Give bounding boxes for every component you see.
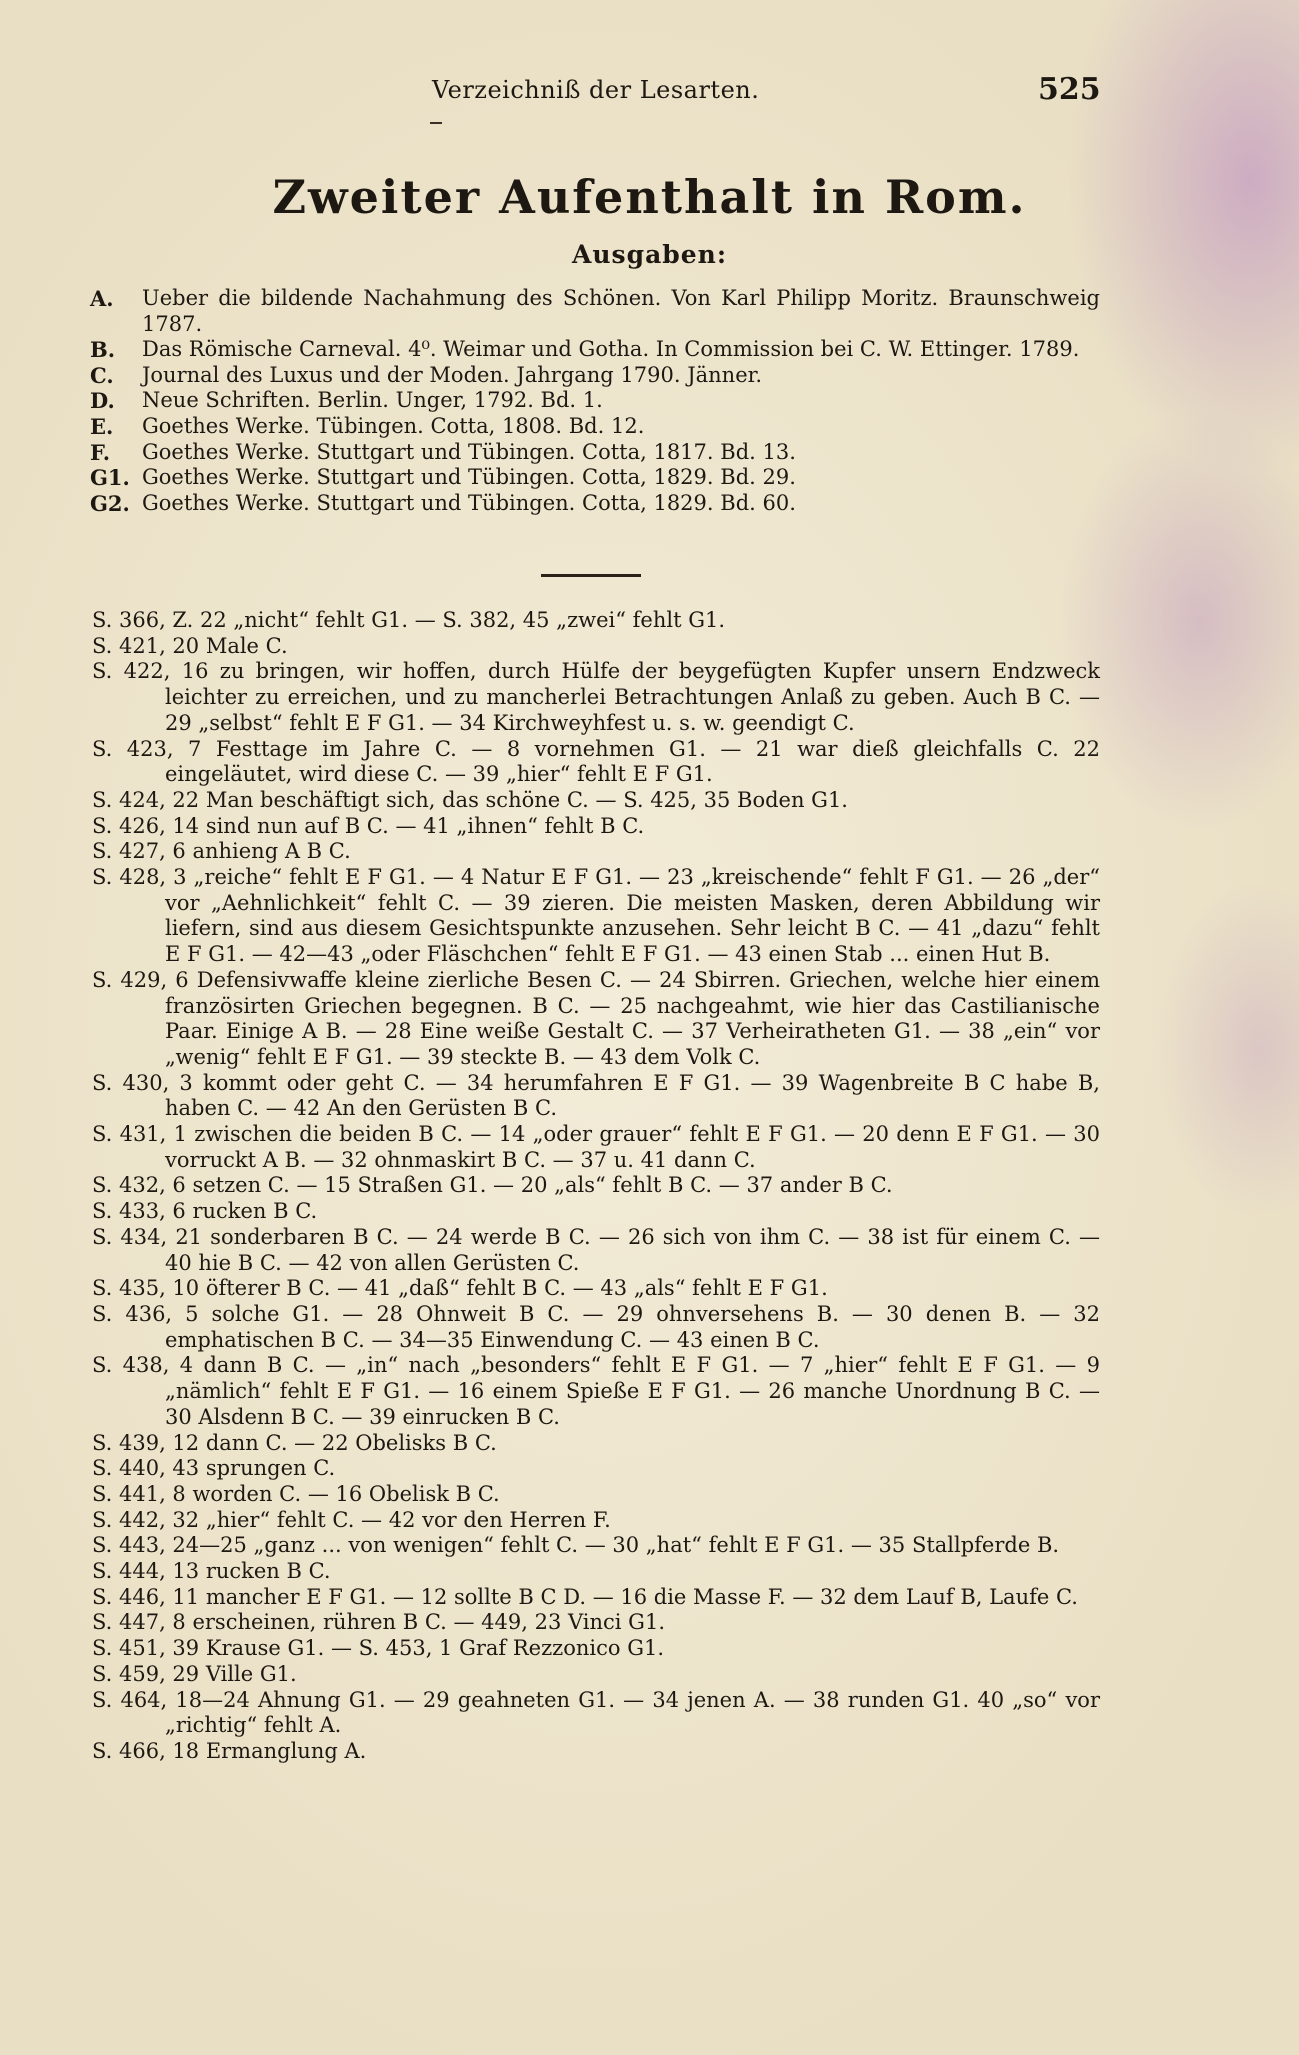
- edition-text: Goethes Werke. Stuttgart und Tübingen. Cotta, 1829. Bd. 29.: [142, 465, 796, 490]
- variant-entry: S. 429, 6 Defensivwaffe kleine zierliche Besen C. — 24 Sbirren. Griechen, welche hier einem französirten Griechen begegnen. B C. — 25 nachgeahmt, wie hier das Castilianische Paar. Einige A B. — 28 Eine weiße Gestalt C. — 37 Verheiratheten G1. — 38 „ein“ vor „wenig“ fehlt E F G1. — 39 steckte B. — 43 dem Volk C.: [92, 967, 1100, 1069]
- variant-entry: S. 427, 6 anhieng A B C.: [92, 839, 351, 864]
- edition-siglum: C.: [90, 362, 114, 388]
- variant-entry: S. 440, 43 sprungen C.: [92, 1456, 336, 1481]
- variant-entry: S. 442, 32 „hier“ fehlt C. — 42 vor den Herren F.: [92, 1507, 611, 1532]
- edition-text: Das Römische Carneval. 4⁰. Weimar und Gotha. In Commission bei C. W. Ettinger. 1789.: [142, 337, 1080, 362]
- variant-entry: S. 435, 10 öfterer B C. — 41 „daß“ fehlt B C. — 43 „als“ fehlt E F G1.: [92, 1276, 828, 1301]
- variant-entry: S. 459, 29 Ville G1.: [92, 1661, 297, 1686]
- variant-entry: S. 426, 14 sind nun auf B C. — 41 „ihnen“ fehlt B C.: [92, 813, 645, 838]
- edition-entry: [90, 465, 1100, 491]
- edition-siglum: E.: [90, 413, 114, 439]
- print-mark: [430, 122, 442, 124]
- variant-entry: S. 436, 5 solche G1. — 28 Ohnweit B C. — 29 ohnversehens B. — 30 denen B. — 32 emphatischen B C. — 34—35 Einwendung C. — 43 einen B C.: [92, 1301, 1100, 1352]
- edition-siglum: A.: [90, 286, 114, 311]
- edition-text: Neue Schriften. Berlin. Unger, 1792. Bd. 1.: [142, 388, 603, 413]
- edition-entry: [90, 286, 1100, 337]
- variant-readings-list: [92, 608, 1100, 1765]
- edition-text: Ueber die bildende Nachahmung des Schönen. Von Karl Philipp Moritz. Braunschweig 1787.: [142, 286, 1100, 336]
- variant-entry: S. 447, 8 erscheinen, rühren B C. — 449, 23 Vinci G1.: [92, 1610, 665, 1635]
- variant-entry: S. 424, 22 Man beschäftigt sich, das schöne C. — S. 425, 35 Boden G1.: [92, 787, 848, 812]
- variant-entry: S. 464, 18—24 Ahnung G1. — 29 geahneten G1. — 34 jenen A. — 38 runden G1. 40 „so“ vor „richtig“ fehlt A.: [92, 1687, 1100, 1738]
- variant-entry: S. 423, 7 Festtage im Jahre C. — 8 vornehmen G1. — 21 war dieß gleichfalls C. 22 eingeläutet, wird diese C. — 39 „hier“ fehlt E F G1.: [92, 736, 1100, 787]
- variant-entry: S. 439, 12 dann C. — 22 Obelisks B C.: [92, 1430, 497, 1455]
- edition-siglum: B.: [90, 337, 116, 363]
- variant-entry: S. 431, 1 zwischen die beiden B C. — 14 „oder grauer“ fehlt E F G1. — 20 denn E F G1. — 30 vorruckt A B. — 32 ohnmaskirt B C. — 37 u. 41 dann C.: [92, 1122, 1100, 1172]
- running-head: Verzeichniß der Lesarten.: [432, 76, 760, 104]
- edition-text: Goethes Werke. Stuttgart und Tübingen. Cotta, 1817. Bd. 13.: [142, 439, 796, 464]
- variant-entry: S. 366, Z. 22 „nicht“ fehlt G1. — S. 382, 45 „zwei“ fehlt G1.: [92, 608, 726, 632]
- variant-entry: S. 438, 4 dann B C. — „in“ nach „besonders“ fehlt E F G1. — 7 „hier“ fehlt E F G1. — 9 „nämlich“ fehlt E F G1. — 16 einem Spieße E F G1. — 26 manche Unordnung B C. — 30 Alsdenn B C. — 39 einrucken B C.: [92, 1353, 1100, 1429]
- edition-entry: [90, 388, 1100, 414]
- edition-siglum: D.: [90, 388, 115, 414]
- edition-text: Journal des Luxus und der Moden. Jahrgang 1790. Jänner.: [142, 362, 763, 387]
- edition-siglum: G1.: [90, 465, 130, 491]
- editions-list: [90, 286, 1100, 516]
- variant-entry: S. 428, 3 „reiche“ fehlt E F G1. — 4 Natur E F G1. — 23 „kreischende“ fehlt F G1. — 26 „der“ vor „Aehnlichkeit“ fehlt C. — 39 zieren. Die meisten Masken, deren Abbildung wir liefern, sind aus diesem Gesichtspunkte anzusehen. Sehr leicht B C. — 41 „dazu“ fehlt E F G1. — 42—43 „oder Fläschchen“ fehlt E F G1. — 43 einen Stab ... einen Hut B.: [92, 865, 1100, 967]
- editions-heading: Ausgaben:: [571, 240, 728, 269]
- edition-entry: [90, 491, 1100, 517]
- edition-siglum: F.: [90, 439, 111, 465]
- page-number: 525: [1038, 72, 1101, 107]
- variant-entry: S. 430, 3 kommt oder geht C. — 34 herumfahren E F G1. — 39 Wagenbreite B C habe B, haben C. — 42 An den Gerüsten B C.: [92, 1070, 1100, 1121]
- edition-siglum: G2.: [90, 490, 130, 516]
- variant-entry: S. 444, 13 rucken B C.: [92, 1559, 331, 1584]
- edition-entry: [90, 414, 1100, 440]
- section-title: Zweiter Aufenthalt in Rom.: [272, 170, 1027, 224]
- edition-entry: [90, 440, 1100, 466]
- edition-text: Goethes Werke. Tübingen. Cotta, 1808. Bd. 12.: [142, 413, 645, 438]
- variant-entry: S. 422, 16 zu bringen, wir hoffen, durch Hülfe der beygefügten Kupfer unsern Endzweck leichter zu erreichen, und zu mancherlei Betrachtungen Anlaß zu geben. Auch B C. — 29 „selbst“ fehlt E F G1. — 34 Kirchweyhfest u. s. w. geendigt C.: [92, 659, 1100, 735]
- variant-entry: S. 441, 8 worden C. — 16 Obelisk B C.: [92, 1481, 500, 1506]
- variant-entry: S. 443, 24—25 „ganz ... von wenigen“ fehlt C. — 30 „hat“ fehlt E F G1. — 35 Stallpferde B.: [92, 1533, 1060, 1558]
- edition-text: Goethes Werke. Stuttgart und Tübingen. Cotta, 1829. Bd. 60.: [142, 490, 796, 515]
- edition-entry: [90, 337, 1100, 363]
- edition-entry: [90, 363, 1100, 389]
- divider-rule: [541, 574, 641, 577]
- variant-entry: S. 446, 11 mancher E F G1. — 12 sollte B C D. — 16 die Masse F. — 32 dem Lauf B, Laufe C.: [92, 1584, 1078, 1609]
- variant-entry: S. 451, 39 Krause G1. — S. 453, 1 Graf Rezzonico G1.: [92, 1636, 665, 1661]
- variant-entry: S. 432, 6 setzen C. — 15 Straßen G1. — 20 „als“ fehlt B C. — 37 ander B C.: [92, 1173, 893, 1198]
- variant-entry: S. 421, 20 Male C.: [92, 633, 288, 658]
- variant-entry: S. 433, 6 rucken B C.: [92, 1199, 318, 1224]
- variant-entry: S. 434, 21 sonderbaren B C. — 24 werde B C. — 26 sich von ihm C. — 38 ist für einem C. — 40 hie B C. — 42 von allen Gerüsten C.: [92, 1224, 1100, 1275]
- variant-entry: S. 466, 18 Ermanglung A.: [92, 1738, 367, 1763]
